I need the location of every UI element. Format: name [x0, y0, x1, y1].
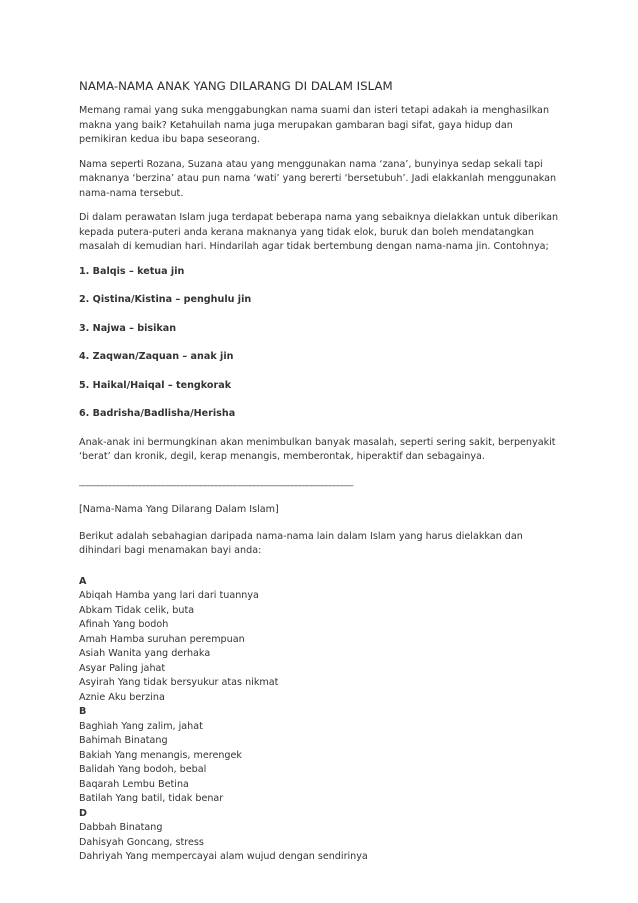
name-list — [79, 821, 561, 865]
list-item: Baghiah Yang zalim, jahat — [79, 720, 203, 732]
list-item: 2. Qistina/Kistina – penghulu jin — [79, 294, 252, 305]
letter-group-a — [79, 575, 561, 706]
jin-names-paragraph: Di dalam perawatan Islam juga terdapat beberapa nama yang sebaiknya dielakkan untuk diberikan kepada putera-puteri anda kerana maknanya yang tidak elok, buruk dan boleh mendatangkan masalah di kemudian hari. Hindarilah agar tidak bertembung dengan nama-nama jin. Contohnya; — [79, 212, 559, 252]
letter-group-d — [79, 807, 561, 865]
name-list — [79, 589, 561, 705]
list-item: 3. Najwa – bisikan — [79, 322, 177, 334]
list-item: Batilah Yang batil, tidak benar — [79, 793, 224, 804]
list-item: Asyirah Yang tidak bersyukur atas nikmat — [79, 677, 279, 688]
letter-heading: D — [79, 807, 87, 819]
list-item: Balidah Yang bodoh, bebal — [79, 764, 207, 775]
list-item: Bakiah Yang menangis, merengek — [79, 749, 242, 761]
list-item: Amah Hamba suruhan perempuan — [79, 633, 245, 645]
list-item: 6. Badrisha/Badlisha/Herisha — [79, 408, 236, 419]
list-item: 4. Zaqwan/Zaquan – anak jin — [79, 351, 234, 362]
document-body — [79, 78, 561, 865]
names-intro-paragraph: Berikut adalah sebahagian daripada nama-nama lain dalam Islam yang harus dielakkan dan dihindari bagi menamakan bayi anda: — [79, 530, 523, 556]
list-item: Dahisyah Goncang, stress — [79, 836, 204, 848]
list-item: Afinah Yang bodoh — [79, 619, 169, 630]
letter-heading: A — [79, 575, 87, 587]
zana-paragraph: Nama seperti Rozana, Suzana atau yang menggunakan nama ‘zana’, bunyinya sedap sekali tapi maknanya ‘berzina’ atau pun nama ‘wati’ yang bererti ‘bersetubuh’. Jadi elakkanlah menggunakan nama-nama tersebut. — [79, 158, 557, 199]
list-item: 5. Haikal/Haiqal – tengkorak — [79, 379, 232, 391]
name-list — [79, 720, 561, 807]
list-item: Bahimah Binatang — [79, 735, 168, 746]
list-item: Baqarah Lembu Betina — [79, 778, 189, 790]
list-item: Dahriyah Yang mempercayai alam wujud dengan sendirinya — [79, 851, 368, 862]
list-item: 1. Balqis – ketua jin — [79, 265, 185, 277]
letter-group-b — [79, 705, 561, 807]
list-item: Asiah Wanita yang derhaka — [79, 648, 211, 659]
letter-heading: B — [79, 706, 87, 717]
list-item: Aznie Aku berzina — [79, 691, 165, 703]
divider-line: ________________________________________________________________________ — [79, 475, 353, 487]
section-tag: [Nama-Nama Yang Dilarang Dalam Islam] — [79, 504, 279, 515]
list-item: Dabbah Binatang — [79, 822, 163, 833]
list-item: Asyar Paling jahat — [79, 662, 166, 674]
list-item: Abkam Tidak celik, buta — [79, 604, 195, 616]
document-title: NAMA-NAMA ANAK YANG DILARANG DI DALAM ISLAM — [79, 79, 393, 93]
consequence-paragraph: Anak-anak ini bermungkinan akan menimbulkan banyak masalah, seperti sering sakit, berpenyakit ‘berat’ dan kronik, degil, kerap menangis, memberontak, hiperaktif dan sebagainya. — [79, 436, 556, 462]
list-item: Abiqah Hamba yang lari dari tuannya — [79, 590, 259, 601]
intro-paragraph: Memang ramai yang suka menggabungkan nama suami dan isteri tetapi adakah ia menghasilkan makna yang baik? Ketahuilah nama juga merupakan gambaran bagi sifat, gaya hidup dan pemikiran kedua ibu bapa seseorang. — [79, 105, 550, 145]
